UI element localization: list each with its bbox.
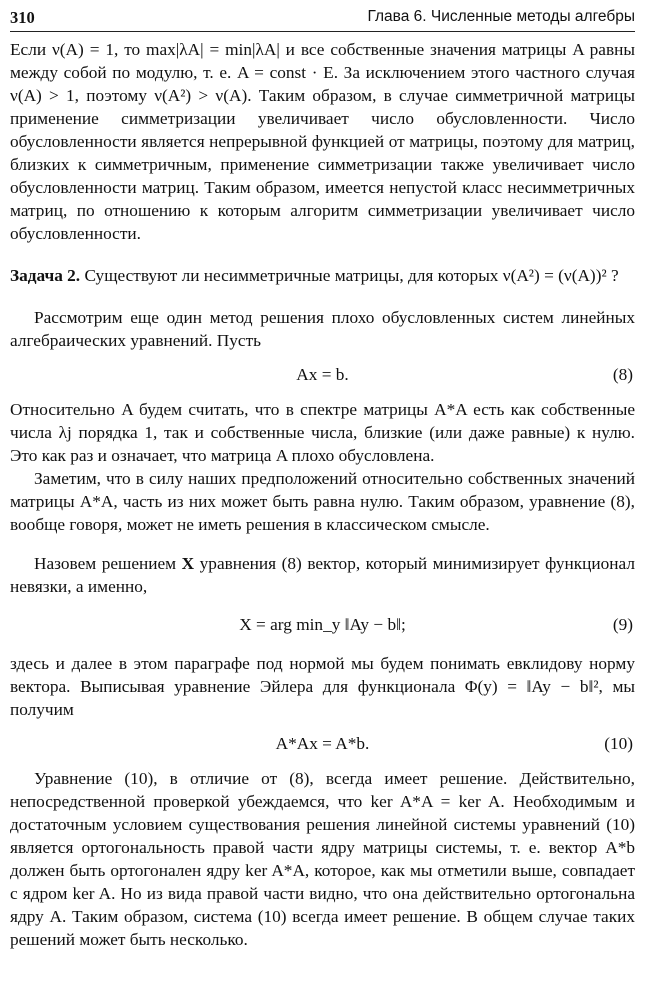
paragraph-euclidean-norm: здесь и далее в этом параграфе под нормой мы будем понимать евклидову норму вектора. Выписывая уравнение Эйлера для функционала Φ(y) = ‖Ay − b‖², мы получим [10, 654, 635, 719]
page [10, 0, 635, 990]
chapter-title: Глава 6. Численные методы алгебры [367, 8, 635, 25]
paragraph-condition-number: Если ν(A) = 1, то max|λA| = min|λA| и все собственные значения матрицы A равны между собой по модулю, т. е. A = const · E. За исключением этого частного случая ν(A) > 1, поэтому ν(A²) > ν(A). Таким образом, в случае симметричной матрицы применение симметризации увеличивает число обусловленности. Число обусловленности является непрерывной функцией от матрицы, поэтому для матриц, близких к симметричным, применение симметризации также увеличивает число обусловленности матриц. Таким образом, имеется непустой класс несимметричных матриц, по отношению к которым алгоритм симметризации увеличивает число обусловленности. [10, 40, 635, 243]
paragraph-new-method: Рассмотрим еще один метод решения плохо обусловленных систем линейных алгебраических уравнений. Пусть [10, 308, 635, 350]
equation-10-formula: A*Ax = A*b. [275, 734, 370, 753]
equation-9 [10, 598, 635, 652]
header-rule [10, 31, 635, 32]
paragraph-normal-equation: Уравнение (10), в отличие от (8), всегда имеет решение. Действительно, непосредственной проверкой убеждаемся, что ker A*A = ker A. Необходимым и достаточным условием существования решения линейной системы уравнений (10) является ортогональность правой части ядру матрицы системы, т. е. вектор A*b должен быть ортогонален ядру ker A*A, которое, как мы отметили выше, совпадает с ядром ker A. Но из вида правой части видно, что она действительно ортогональна ядру A. Таким образом, система (10) всегда имеет решение. В общем случае таких решений может быть несколько. [10, 769, 635, 949]
paragraph-residual-functional: Назовем решением X уравнения (8) вектор, который минимизирует функционал невязки, а именно, [10, 554, 635, 596]
equation-9-formula: X = arg min_y ‖Ay − b‖; [239, 615, 406, 634]
solution-symbol: X [181, 554, 195, 573]
task-2 [10, 264, 635, 287]
equation-10-number: (10) [604, 734, 633, 753]
equation-9-number: (9) [612, 615, 633, 634]
equation-8-formula: Ax = b. [296, 365, 349, 384]
paragraph-spectrum: Относительно A будем считать, что в спектре матрицы A*A есть как собственные числа λj порядка 1, так и собственные числа, близкие (или даже равные) к нулю. Это как раз и означает, что матрица A плохо обусловлена. [10, 400, 635, 465]
equation-10 [10, 721, 635, 767]
task-label: Задача 2. [10, 266, 81, 285]
equation-8-number: (8) [612, 365, 633, 384]
equation-8 [10, 352, 635, 398]
task-text: Существуют ли несимметричные матрицы, для которых ν(A²) = (ν(A))² ? [84, 266, 619, 285]
paragraph-zero-eigenvalues: Заметим, что в силу наших предположений относительно собственных значений матрицы A*A, часть из них может быть равна нулю. Таким образом, уравнение (8), вообще говоря, может не иметь решения в классическом смысле. [10, 469, 635, 534]
page-number: 310 [10, 8, 35, 27]
page-body [10, 38, 635, 951]
running-header [10, 6, 635, 32]
